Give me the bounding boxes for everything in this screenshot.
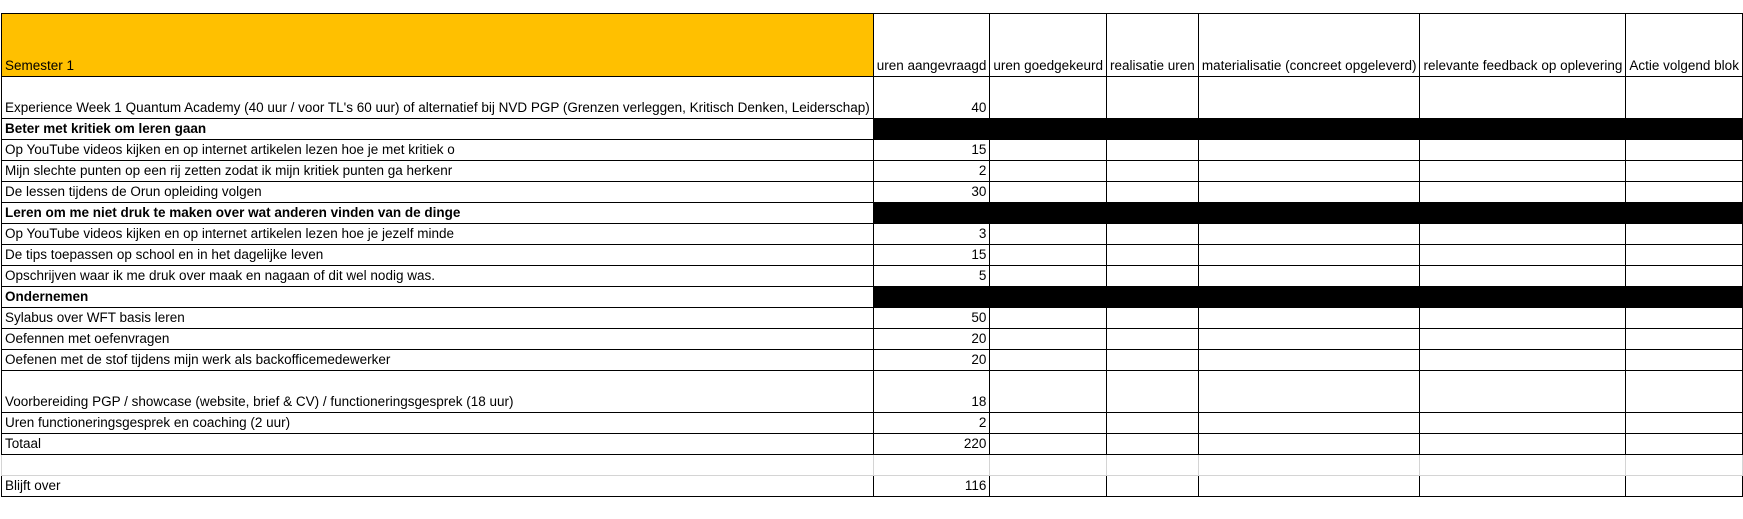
- empty-cell[interactable]: [1420, 350, 1626, 371]
- row-label-cell[interactable]: Mijn slechte punten op een rij zetten zodat ik mijn kritiek punten ga herkenr: [2, 161, 874, 182]
- section-label-cell[interactable]: Beter met kritiek om leren gaan: [2, 119, 874, 140]
- empty-cell[interactable]: [1198, 77, 1420, 119]
- table-row: [2, 140, 1743, 161]
- empty-cell[interactable]: [1420, 140, 1626, 161]
- col-uren-goedgekeurd[interactable]: uren goedgekeurd: [990, 14, 1107, 77]
- empty-cell[interactable]: [990, 266, 1107, 287]
- empty-cell[interactable]: [1198, 182, 1420, 203]
- section-black-bar[interactable]: [873, 287, 1742, 308]
- col-uren-aangevraagd[interactable]: uren aangevraagd: [873, 14, 990, 77]
- table-row: [2, 350, 1743, 371]
- empty-cell[interactable]: [1420, 329, 1626, 350]
- empty-cell[interactable]: [1626, 308, 1743, 329]
- total-label-cell[interactable]: Totaal: [2, 434, 874, 455]
- empty-cell[interactable]: [1626, 266, 1743, 287]
- empty-cell[interactable]: [1626, 140, 1743, 161]
- empty-cell[interactable]: [1420, 161, 1626, 182]
- table-row: [2, 329, 1743, 350]
- empty-cell[interactable]: [1106, 476, 1198, 497]
- hours-cell[interactable]: 2: [873, 413, 990, 434]
- empty-cell[interactable]: [990, 182, 1107, 203]
- table-row: [2, 308, 1743, 329]
- empty-cell[interactable]: [990, 434, 1107, 455]
- empty-cell[interactable]: [1420, 266, 1626, 287]
- empty-cell[interactable]: [1106, 266, 1198, 287]
- empty-cell[interactable]: [1106, 182, 1198, 203]
- empty-cell[interactable]: [990, 329, 1107, 350]
- hours-cell[interactable]: 50: [873, 308, 990, 329]
- spreadsheet-table: [1, 13, 1743, 497]
- empty-cell[interactable]: [1626, 245, 1743, 266]
- section-row: [2, 203, 1743, 224]
- hours-cell[interactable]: 15: [873, 140, 990, 161]
- empty-cell[interactable]: [1106, 245, 1198, 266]
- section-label-cell[interactable]: Ondernemen: [2, 287, 874, 308]
- empty-cell[interactable]: [990, 245, 1107, 266]
- empty-cell[interactable]: [1198, 329, 1420, 350]
- hours-cell[interactable]: 20: [873, 350, 990, 371]
- empty-cell[interactable]: [1626, 77, 1743, 119]
- empty-cell[interactable]: [990, 140, 1107, 161]
- empty-cell[interactable]: [990, 161, 1107, 182]
- row-label-cell[interactable]: Experience Week 1 Quantum Academy (40 uur / voor TL's 60 uur) of alternatief bij NVD PGP (Grenzen verleggen, Kritisch Denken, Leiderschap): [2, 77, 874, 119]
- empty-cell[interactable]: [990, 371, 1107, 413]
- remaining-row: [2, 476, 1743, 497]
- empty-cell[interactable]: [1198, 476, 1420, 497]
- blank-row: [2, 455, 1743, 476]
- empty-cell[interactable]: [1626, 182, 1743, 203]
- hours-cell[interactable]: 18: [873, 371, 990, 413]
- table-row: [2, 371, 1743, 413]
- row-label-cell[interactable]: Oefenen met de stof tijdens mijn werk als backofficemedewerker: [2, 350, 874, 371]
- empty-cell[interactable]: [1106, 77, 1198, 119]
- empty-cell[interactable]: [1106, 329, 1198, 350]
- empty-cell[interactable]: [1420, 455, 1626, 476]
- table-row: [2, 245, 1743, 266]
- col-realisatie-uren[interactable]: realisatie uren: [1106, 14, 1198, 77]
- empty-cell[interactable]: [1198, 140, 1420, 161]
- empty-cell[interactable]: [1626, 224, 1743, 245]
- empty-cell[interactable]: [990, 350, 1107, 371]
- empty-cell[interactable]: [1198, 455, 1420, 476]
- empty-cell[interactable]: [990, 77, 1107, 119]
- hours-cell[interactable]: 30: [873, 182, 990, 203]
- empty-cell[interactable]: [1106, 308, 1198, 329]
- section-row: [2, 287, 1743, 308]
- empty-cell[interactable]: [990, 476, 1107, 497]
- empty-cell[interactable]: [1626, 476, 1743, 497]
- total-hours-cell[interactable]: 220: [873, 434, 990, 455]
- empty-cell[interactable]: [1626, 161, 1743, 182]
- col-materialisatie[interactable]: materialisatie (concreet opgeleverd): [1198, 14, 1420, 77]
- empty-cell[interactable]: [1420, 371, 1626, 413]
- empty-cell[interactable]: [990, 455, 1107, 476]
- empty-cell[interactable]: [1198, 413, 1420, 434]
- table-row: [2, 77, 1743, 119]
- empty-cell[interactable]: [1420, 308, 1626, 329]
- semester-title-cell[interactable]: Semester 1: [2, 14, 874, 77]
- empty-cell[interactable]: [1420, 224, 1626, 245]
- empty-cell[interactable]: [1106, 455, 1198, 476]
- empty-cell[interactable]: [1106, 413, 1198, 434]
- empty-cell[interactable]: [873, 455, 990, 476]
- empty-cell[interactable]: [990, 224, 1107, 245]
- empty-cell[interactable]: [1106, 161, 1198, 182]
- empty-cell[interactable]: [1626, 455, 1743, 476]
- empty-cell[interactable]: [1420, 77, 1626, 119]
- row-label-cell[interactable]: Opschrijven waar ik me druk over maak en nagaan of dit wel nodig was.: [2, 266, 874, 287]
- empty-cell[interactable]: [1626, 350, 1743, 371]
- empty-cell[interactable]: [1198, 350, 1420, 371]
- empty-cell[interactable]: [1626, 329, 1743, 350]
- col-actie-volgend-blok[interactable]: Actie volgend blok: [1626, 14, 1743, 77]
- row-label-cell[interactable]: De tips toepassen op school en in het dagelijke leven: [2, 245, 874, 266]
- remaining-hours-cell[interactable]: 116: [873, 476, 990, 497]
- col-relevante-feedback[interactable]: relevante feedback op oplevering: [1420, 14, 1626, 77]
- empty-cell[interactable]: [1106, 350, 1198, 371]
- header-row: [2, 14, 1743, 77]
- empty-cell[interactable]: [1198, 224, 1420, 245]
- section-black-bar[interactable]: [873, 203, 1742, 224]
- empty-cell[interactable]: [1420, 434, 1626, 455]
- empty-cell[interactable]: [1106, 371, 1198, 413]
- empty-cell[interactable]: [1626, 434, 1743, 455]
- empty-cell[interactable]: [1420, 413, 1626, 434]
- row-label-cell[interactable]: Voorbereiding PGP / showcase (website, brief & CV) / functioneringsgesprek (18 uur): [2, 371, 874, 413]
- row-label-cell[interactable]: De lessen tijdens de Orun opleiding volgen: [2, 182, 874, 203]
- section-row: [2, 119, 1743, 140]
- empty-cell[interactable]: [1198, 371, 1420, 413]
- table-row: [2, 413, 1743, 434]
- table-row: [2, 224, 1743, 245]
- empty-cell[interactable]: [1106, 434, 1198, 455]
- hours-cell[interactable]: 2: [873, 161, 990, 182]
- row-label-cell[interactable]: Op YouTube videos kijken en op internet artikelen lezen hoe je met kritiek o: [2, 140, 874, 161]
- empty-cell[interactable]: [1198, 161, 1420, 182]
- hours-cell[interactable]: 15: [873, 245, 990, 266]
- table-row: [2, 266, 1743, 287]
- section-black-bar[interactable]: [873, 119, 1742, 140]
- empty-cell[interactable]: [1626, 413, 1743, 434]
- empty-cell[interactable]: [990, 413, 1107, 434]
- remaining-label-cell[interactable]: Blijft over: [2, 476, 874, 497]
- empty-cell[interactable]: [2, 455, 874, 476]
- empty-cell[interactable]: [1106, 140, 1198, 161]
- hours-cell[interactable]: 40: [873, 77, 990, 119]
- empty-cell[interactable]: [1420, 245, 1626, 266]
- empty-cell[interactable]: [1626, 371, 1743, 413]
- empty-cell[interactable]: [1420, 476, 1626, 497]
- row-label-cell[interactable]: Sylabus over WFT basis leren: [2, 308, 874, 329]
- row-label-cell[interactable]: Oefennen met oefenvragen: [2, 329, 874, 350]
- row-label-cell[interactable]: Uren functioneringsgesprek en coaching (2 uur): [2, 413, 874, 434]
- empty-cell[interactable]: [1198, 434, 1420, 455]
- empty-cell[interactable]: [1198, 308, 1420, 329]
- hours-cell[interactable]: 3: [873, 224, 990, 245]
- hours-cell[interactable]: 20: [873, 329, 990, 350]
- section-label-cell[interactable]: Leren om me niet druk te maken over wat anderen vinden van de dinge: [2, 203, 874, 224]
- empty-cell[interactable]: [1420, 182, 1626, 203]
- hours-cell[interactable]: 5: [873, 266, 990, 287]
- empty-cell[interactable]: [1198, 245, 1420, 266]
- total-row: [2, 434, 1743, 455]
- row-label-cell[interactable]: Op YouTube videos kijken en op internet artikelen lezen hoe je jezelf minde: [2, 224, 874, 245]
- empty-cell[interactable]: [1198, 266, 1420, 287]
- table-row: [2, 161, 1743, 182]
- empty-cell[interactable]: [1106, 224, 1198, 245]
- table-row: [2, 182, 1743, 203]
- empty-cell[interactable]: [990, 308, 1107, 329]
